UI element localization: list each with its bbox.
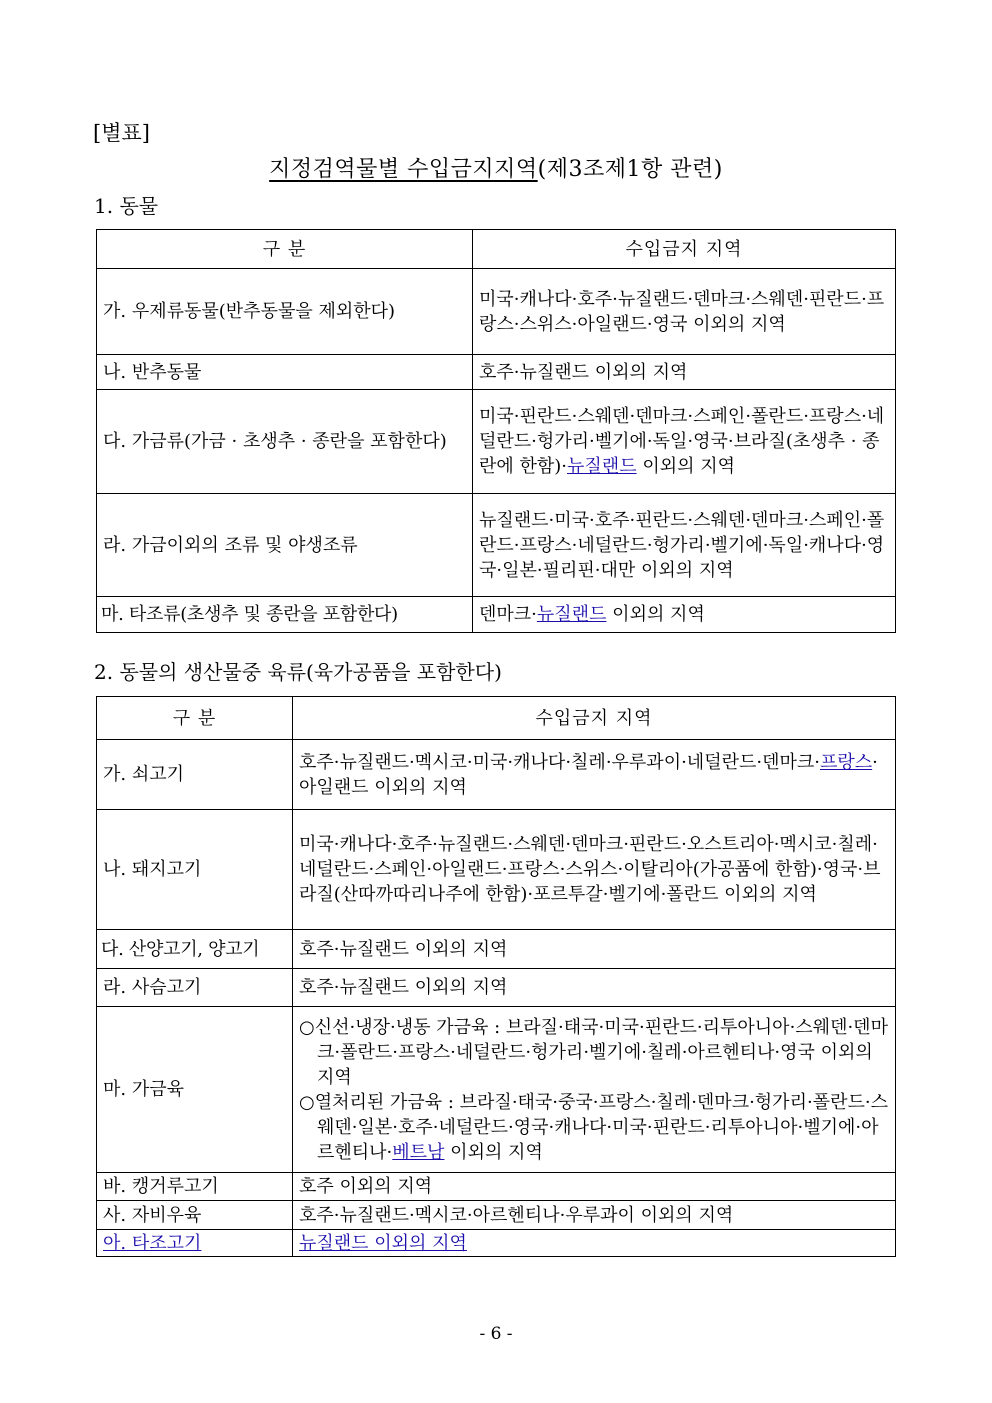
link-france[interactable]: 프랑스 bbox=[819, 751, 873, 773]
row-label: 나. 돼지고기 bbox=[97, 810, 293, 930]
header-region: 수입금지 지역 bbox=[293, 697, 896, 740]
row-label: 사. 자비우육 bbox=[97, 1201, 293, 1230]
region-text: 호주·뉴질랜드·멕시코·미국·캐나다·칠레·우루과이·네덜란드·덴마크· bbox=[299, 751, 820, 773]
row-region: 호주·뉴질랜드 이외의 지역 bbox=[473, 355, 896, 390]
table-row bbox=[97, 597, 896, 633]
bullet-heated-poultry bbox=[299, 1090, 889, 1165]
table-row bbox=[97, 269, 896, 355]
link-ostrich-region[interactable]: 뉴질랜드 이외의 지역 bbox=[299, 1232, 467, 1254]
header-region: 수입금지 지역 bbox=[473, 230, 896, 269]
row-label: 마. 가금육 bbox=[97, 1007, 293, 1173]
row-label: 가. 쇠고기 bbox=[97, 740, 293, 810]
row-label bbox=[97, 390, 473, 494]
region-text: ·아일랜드 이외의 지역 bbox=[299, 751, 878, 798]
table-row bbox=[97, 1230, 896, 1257]
table-row bbox=[97, 1007, 896, 1173]
table-row bbox=[97, 1173, 896, 1201]
row-label: 라. 가금이외의 조류 및 야생조류 bbox=[97, 494, 473, 597]
row-label bbox=[97, 1230, 293, 1257]
table-row bbox=[97, 390, 896, 494]
row-label: 바. 캥거루고기 bbox=[97, 1173, 293, 1201]
region-text: 미국·핀란드·스웨덴·덴마크·스페인·폴란드·프랑스·네덜란드·헝가리·벨기에·독일·영국·브라질(초생추 · 종란에 한함)· bbox=[479, 406, 885, 477]
bullet-fresh-poultry: ○신선·냉장·냉동 가금육 : 브라질·태국·미국·핀란드·리투아니아·스웨덴·덴마크·폴란드·프랑스·네덜란드·헝가리·벨기에·칠레·아르헨티나·영국 이외의 지역 bbox=[299, 1016, 888, 1088]
row-region bbox=[293, 1230, 896, 1257]
table-header-row bbox=[97, 230, 896, 269]
table-row bbox=[97, 355, 896, 390]
row-region bbox=[473, 597, 896, 633]
meat-table bbox=[96, 696, 896, 1257]
table-row bbox=[97, 1201, 896, 1230]
row-label: 마. 타조류(초생추 및 종란을 포함한다) bbox=[97, 597, 473, 633]
row-label: 가. 우제류동물(반추동물을 제외한다) bbox=[97, 269, 473, 355]
header-category: 구 분 bbox=[97, 230, 473, 269]
link-vietnam[interactable]: 베트남 bbox=[392, 1141, 445, 1163]
row-region: 호주·뉴질랜드·멕시코·아르헨티나·우루과이 이외의 지역 bbox=[293, 1201, 896, 1230]
header-category: 구 분 bbox=[97, 697, 293, 740]
row-region: 호주 이외의 지역 bbox=[293, 1173, 896, 1201]
region-text: 이외의 지역 bbox=[606, 604, 705, 625]
row-label: 다. 산양고기, 양고기 bbox=[97, 930, 293, 969]
row-region: 호주·뉴질랜드 이외의 지역 bbox=[293, 930, 896, 969]
title-sub: (제3조제1항 관련) bbox=[537, 157, 723, 182]
link-new-zealand[interactable]: 뉴질랜드 bbox=[536, 604, 607, 625]
row-label-text: 다. 가금류(가금 · 초생추 · 종란을 포함한다) bbox=[103, 431, 447, 452]
row-label: 나. 반추동물 bbox=[97, 355, 473, 390]
row-region bbox=[473, 390, 896, 494]
row-region: 미국·캐나다·호주·뉴질랜드·덴마크·스웨덴·핀란드·프랑스·스위스·아일랜드·영국 이외의 지역 bbox=[473, 269, 896, 355]
table-row bbox=[97, 740, 896, 810]
row-label: 라. 사슴고기 bbox=[97, 969, 293, 1007]
table-row bbox=[97, 969, 896, 1007]
annex-tag: [별표] bbox=[93, 121, 150, 145]
row-region: 뉴질랜드·미국·호주·핀란드·스웨덴·덴마크·스페인·폴란드·프랑스·네덜란드·헝가리·벨기에·독일·캐나다·영국·일본·필리핀·대만 이외의 지역 bbox=[473, 494, 896, 597]
region-text: ○열처리된 가금육 : 브라질·태국·중국·프랑스·칠레·덴마크·헝가리·폴란드·스웨덴·일본·호주·네덜란드·영국·캐나다·미국·핀란드·리투아니아·벨기에·아르헨티나· bbox=[299, 1091, 888, 1163]
animal-table bbox=[96, 229, 896, 633]
region-text: 덴마크· bbox=[479, 604, 537, 625]
section1-heading: 1. 동물 bbox=[94, 194, 159, 218]
section2-heading: 2. 동물의 생산물중 육류(육가공품을 포함한다) bbox=[94, 660, 502, 684]
link-new-zealand[interactable]: 뉴질랜드 bbox=[567, 456, 637, 477]
row-region: 미국·캐나다·호주·뉴질랜드·스웨덴·덴마크·핀란드·오스트리아·멕시코·칠레·네덜란드·스페인·아일랜드·프랑스·스위스·이탈리아(가공품에 한함)·영국·브라질(산따까따리나주에 한함)·포르투갈·벨기에·폴란드 이외의 지역 bbox=[293, 810, 896, 930]
link-ostrich-meat[interactable]: 아. 타조고기 bbox=[103, 1232, 202, 1254]
table-row bbox=[97, 810, 896, 930]
page-title bbox=[0, 152, 992, 183]
row-region bbox=[293, 1007, 896, 1173]
title-main: 지정검역물별 수입금지지역 bbox=[269, 157, 538, 182]
table-header-row bbox=[97, 697, 896, 740]
region-text: 이외의 지역 bbox=[636, 456, 735, 477]
row-region: 호주·뉴질랜드 이외의 지역 bbox=[293, 969, 896, 1007]
table-row bbox=[97, 494, 896, 597]
row-region bbox=[293, 740, 896, 810]
page-number: - 6 - bbox=[479, 1324, 513, 1344]
region-text: 이외의 지역 bbox=[444, 1141, 543, 1163]
table-row bbox=[97, 930, 896, 969]
